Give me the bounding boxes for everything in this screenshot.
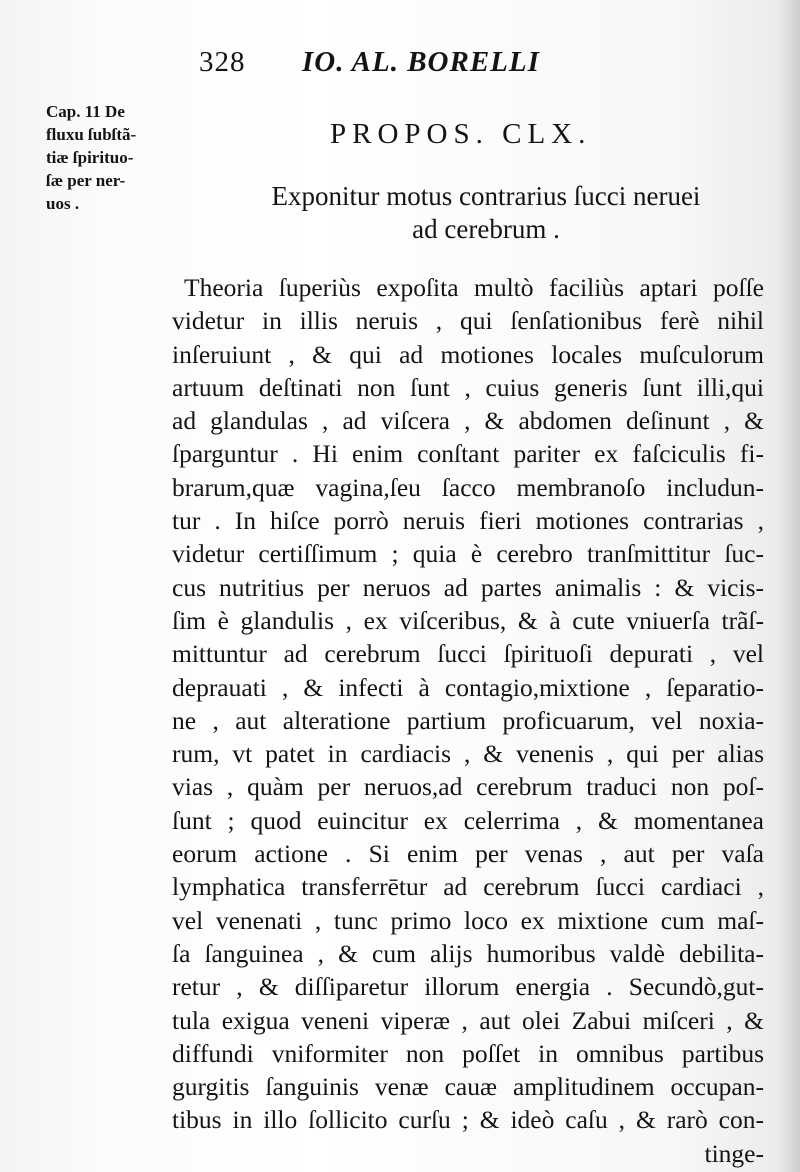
body-line: ne , aut alteratione partium proficuarum, vel noxia- (172, 705, 764, 735)
running-title: IO. AL. BORELLI (302, 46, 540, 78)
margin-note-line: tiæ ſpirituo- (46, 148, 134, 167)
page-number: 328 (199, 46, 246, 78)
body-line: Theoria ſuperiùs expoſita multò faciliùs aptari poſſe (184, 273, 764, 302)
proposition-heading: PROPOS. CLX. (330, 118, 592, 150)
body-text (172, 271, 764, 1170)
subtitle-line: ad cerebrum . (412, 214, 560, 244)
body-line: tibus in illo ſollicito curſu ; & ideò caſu , & rarò con- (172, 1105, 764, 1135)
margin-note-line: uos . (46, 194, 80, 213)
body-line: tur . In hiſce porrò neruis fieri motiones contrarias , (172, 506, 764, 536)
subtitle-line: Exponitur motus contrarius ſucci neruei (271, 181, 701, 211)
body-line: ſunt ; quod euincitur ex celerrima , & momentanea (172, 805, 764, 835)
body-line: ſim è glandulis , ex viſceribus, & à cute vniuerſa trãſ- (172, 605, 764, 635)
proposition-subtitle (226, 180, 746, 246)
body-line: eorum actione . Si enim per venas , aut per vaſa (172, 839, 764, 869)
body-line: vias , quàm per neruos,ad cerebrum traduci non poſ- (172, 772, 764, 802)
body-line: gurgitis ſanguinis venæ cauæ amplitudinem occupan- (172, 1072, 764, 1102)
body-line: diffundi vniformiter non poſſet in omnibus partibus (172, 1038, 764, 1068)
body-line: videtur in illis neruis , qui ſenſationibus ferè nihil (172, 306, 764, 336)
catchword: tinge- (704, 1138, 764, 1168)
body-line: artuum deſtinati non ſunt , cuius generis ſunt illi,qui (172, 372, 764, 402)
body-line: ad glandulas , ad viſcera , & abdomen deſinunt , & (172, 406, 764, 436)
margin-note-line: Cap. 11 De (46, 102, 125, 121)
body-line: ſparguntur . Hi enim conſtant pariter ex faſciculis fi- (172, 439, 764, 469)
body-line: mittuntur ad cerebrum ſucci ſpirituoſi depurati , vel (172, 639, 764, 669)
margin-note-line: ſæ per ner- (46, 171, 126, 190)
running-head (0, 46, 800, 86)
body-line: lymphatica transferrētur ad cerebrum ſucci cardiaci , (172, 872, 764, 902)
body-line: deprauati , & infecti à contagio,mixtione , ſeparatio- (172, 672, 764, 702)
margin-note-line: fluxu ſubſtã- (46, 125, 137, 144)
body-line: retur , & diſſiparetur illorum energia . Secundò,gut- (172, 972, 764, 1002)
body-line: videtur certiſſimum ; quia è cerebro tranſmittitur ſuc- (172, 539, 764, 569)
body-line: brarum,quæ vagina,ſeu ſacco membranoſo includun- (172, 472, 764, 502)
body-line: vel venenati , tunc primo loco ex mixtione cum maſ- (172, 905, 764, 935)
body-line: tula exigua veneni viperæ , aut olei Zabui miſceri , & (172, 1005, 764, 1035)
body-line: ſa ſanguinea , & cum alijs humoribus valdè debilita- (172, 938, 764, 968)
body-line: cus nutritius per neruos ad partes animalis : & vicis- (172, 572, 764, 602)
body-line: inſeruiunt , & qui ad motiones locales muſculorum (172, 339, 764, 369)
margin-note (46, 100, 158, 215)
body-line: rum, vt patet in cardiacis , & venenis , qui per alias (172, 739, 764, 769)
